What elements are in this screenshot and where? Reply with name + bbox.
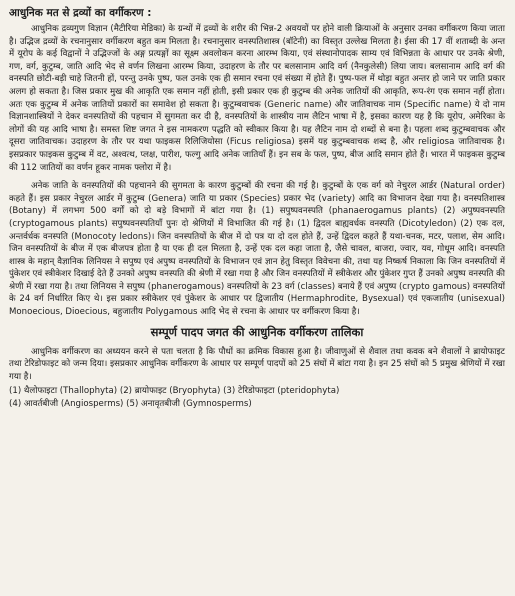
section-heading: आधुनिक मत से द्रव्यों का वर्गीकरण : (9, 7, 152, 19)
paragraph-modern-classification: आधुनिक वर्गीकरण का अध्ययन करने से पता चलता है कि पौधों का क्रमिक विकास हुआ है। जीवाणुओं से शैवाल तथा कवक बने शैवालों ने ब्रायोफाइट तथा टेरिडोफाइट को जन्म दिया। इसप्रकार आधुनिक वर्गीकरण के आधार पर सम्पूर्ण पादपों को 25 संघों में बांटा गया है। इन 25 संघों को 5 प्रमुख श्रेणियों में रखा गया है। (9, 346, 505, 382)
list-line-1: (1) थैलोफाइटा (Thallophyta) (2) ब्रायोफाइट (Bryophyta) (3) टेरिडोफाइटा (pteridophyta) (9, 386, 340, 397)
paragraph-classification: अनेक जाति के वनस्पतियों की पहचानने की सुगमता के कारण कुटुम्बों की रचना की गई है। कुटुम्बों के एक वर्ग को नेचुरल आर्डर (Natural order) कहते हैं। इस प्रकार नेचुरल आर्डर में कुटुम्ब (Genera) जाति या प्रकार (Species) प्रकार भेद (variety) आदि का विभाजन देखा गया है। वनस्पतिशास्त्र (Botany) में लगभग 500 वर्गों को दो बड़े विभागों में बांटा गया है। (1) सपुष्पवनस्पति (phanaerogamus plants) (2) अपुष्पवनस्पति (cryptogamous plants) सपुष्पवनस्पतियाँ पुनः दो श्रेणियों में विभाजित की गई है। (1) द्विदल बाह्यवर्धक वनस्पति (Dicotyledon) (2) एक दल, अन्तर्वर्धक वनस्पति (Monocoty ledons)। जिन वनस्पतियों के बीज में दो पत्र या दो दल होते हैं, उन्हें द्विदल कहते हैं यथा-चनक, मटर, पलाश, सेम आदि। जिन वनस्पतियों के बीज में एक बीजपत्र होता है या एक ही दल मिलता है, उन्हें एक दल कहा जाता है, जैसे चावल, बाजरा, ज्वार, यव, गोधूम आदि। वनस्पति शास्त्र के महान् वैज्ञानिक लिनियस ने सपुष्प एवं अपुष्प वनस्पतियों के विभाजन एवं ज्ञान हेतु विस्तृत विवेचना की, तथा यह निष्कर्ष निकाला कि जिन वनस्पतियों में पुंकेशर एवं स्त्रीकेशर दिखाई देते हैं उनको अपुष्प वनस्पति की श्रेणी में रखा गया है और जिन वनस्पतियों में स्त्रीकेशर और पुंकेशर गुप्त हैं उनको अपुष्प वनस्पति की श्रेणी में रखा गया है। तथा लिनियस ने सपुष्प (phanerogamous) वनस्पतियों के 23 वर्ग (classes) बनाये हैं एवं अपुष्प (crypto gamous) वनस्पतियों के 24 वर्ग निर्धारित किए थे। इस प्रकार स्त्रीकेशर एवं पुंकेशर के आधार पर द्विजातीय (Hermaphrodite, Bysexual) एवं एकजातीय (unisexual) Monoecious, Dioecious, बहुजातीय Polygamous आदि भेद से रचना के आधार पर वर्गीकरण किया है। (9, 181, 506, 318)
list-line-2: (4) आवर्तबीजी (Angiosperms) (5) अनावृतबीजी (Gymnosperms) (9, 399, 252, 410)
paragraph-intro: आधुनिक द्रव्यगुण विज्ञान (मैटीरिया मेडिका) के ग्रन्थों में द्रव्यों के शरीर की भिन्न-2 अवयवों पर होने वाली क्रियाओं के अनुसार उनका वर्गीकरण किया जाता है। उद्भिज द्रव्यों के रचनानुसार वर्गीकरण बहुत कम मिलता है। रचनानुसार वनस्पतिशास्त्र (बॉटेनी) का विस्तृत उल्लेख मिलता है। ईसा की 17 वीं शताब्दी के अन्त में यूरोप के कई विद्वानों ने उद्भिज्जों के अङ्ग प्रत्यङ्गों का सूक्ष्म अवलोकन करना आरम्भ किया, एवं संस्थानोपादक साम्य एवं विभिन्नता के आधार पर उनके श्रेणी, गण, वर्ग, कुटुम्ब, जाति आदि भेद से वर्णन लिखना आरम्भ किया, उदाहरण के तौर पर बलसानाम आदि वर्ग (नैनकुलेसी) लिया जाय। बलसानाम आदि वर्ग की वनस्पति छोटी-बड़ी चाहे जितनी हों, परन्तु उनके पुष्प, फल उनके एक ही समान रचना एवं संख्या में होते हैं। पुष्प-फल में थोड़ा बहुत अन्तर हो जाने पर जाति प्रकार अलग हो सकता है। जिस प्रकार मुख की आकृति एक समान नहीं होती, इसी प्रकार एक ही कुटुम्ब की अनेक जातियों की आकृति, रूप-रंग एक समान नहीं होता। अतः एक कुटुम्ब में अनेक जातियों प्रकारों का समावेश हो सकता है। कुटुम्बवाचक (Generic name) और जातिवाचक नाम (Specific name) ये दो नाम विज्ञानशास्त्रियों ने देकर वनस्पतियों की पहचान में सुगमता कर दी है, वनस्पतियों के शास्त्रीय नाम लैटिन भाषा में है, इसका कारण यह है कि यूरोप, अमेरिका के लोगों की यह आदि भाषा है। समस्त शिष्ट जगत ने इस नामकरण पद्धति को स्वीकार किया है। यह लैटिन नाम दो शब्दों से बना है। पहला शब्द कुटुम्बवाचक और दूसरा जातिवाचक। उदाहरण के तौर पर यथा फाइकस रिलिजियोसा (Ficus religiosa) इसमें यह कुटुम्बवाचक शब्द है, और religiosa जातिवाचक है। इसप्रकार फाइकस कुटुम्ब में वट, अश्वत्थ, प्लक्ष, पारीश, फल्गु आदि अनेक जातियाँ हैं। इन सब के फल, पुष्प, बीज आदि समान होते हैं। भारत में फाइकस कुटुम्ब की 112 जातियों का वर्णन हूकर नामक फ्लोरा में है। (9, 24, 505, 173)
section-title: सम्पूर्ण पादप जगत की आधुनिक वर्गीकरण तालिका (150, 324, 364, 339)
